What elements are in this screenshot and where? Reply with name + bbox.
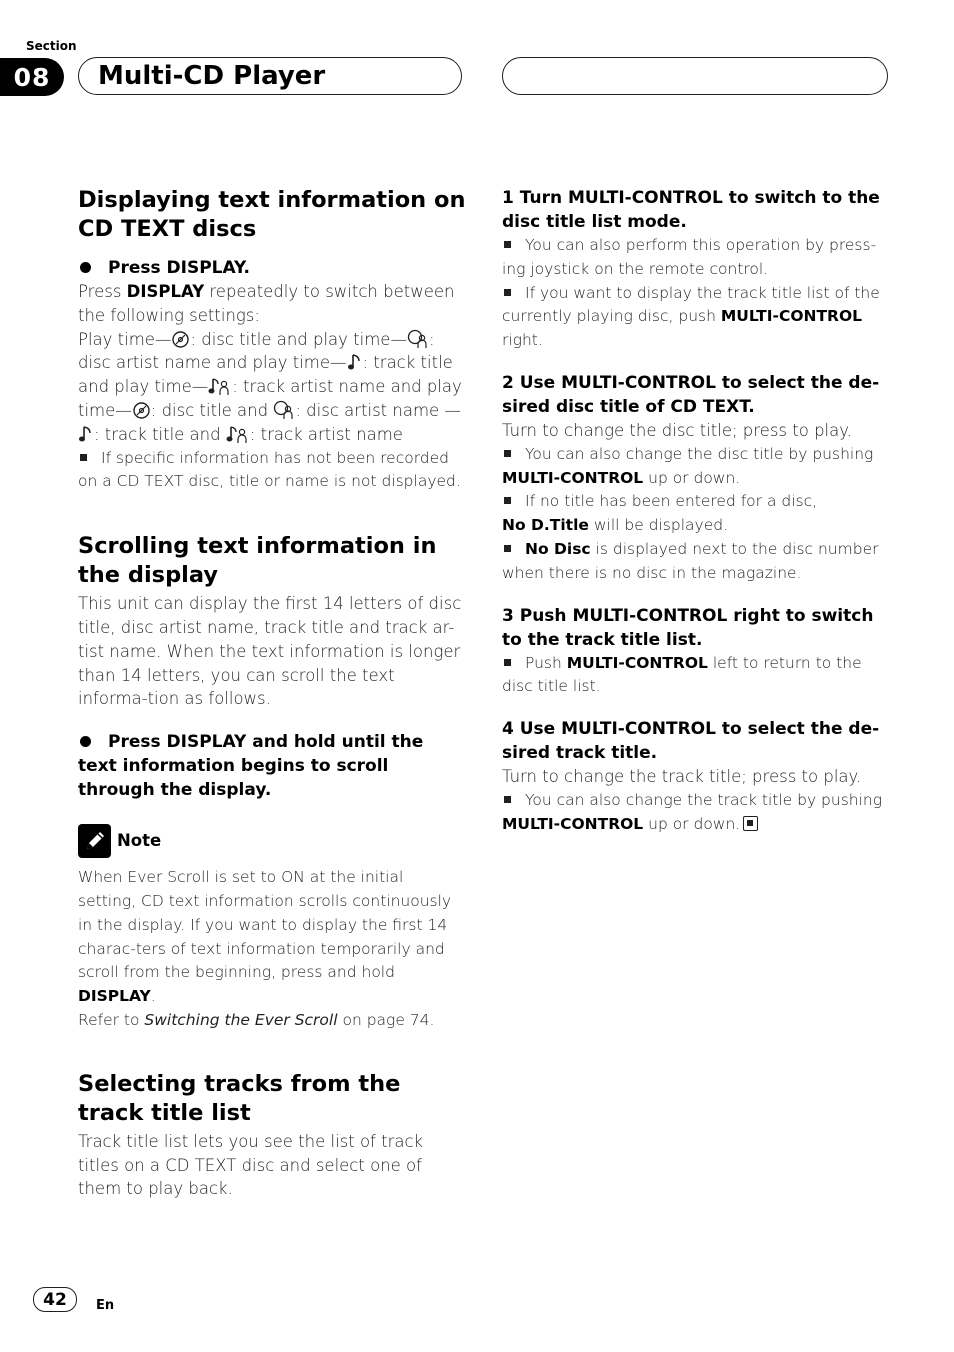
disc-artist-icon [407, 329, 429, 349]
right-column [502, 186, 892, 837]
step-4-paragraph: Turn to change the track title; press to play. [502, 767, 862, 787]
track-title-icon [78, 424, 94, 444]
square-bullet-icon [504, 450, 511, 457]
step-4-bullet-1: You can also change the track title by pushing MULTI-CONTROL up or down. [502, 790, 883, 833]
step-1-bullet-2: If you want to display the track title list of the currently playing disc, push MULTI-CONTROL right. [502, 283, 880, 350]
step-2-bullet-1: You can also change the disc title by pushing MULTI-CONTROL up or down. [502, 444, 874, 487]
step-1-bullet-1: You can also perform this operation by press-ing joystick on the remote control. [502, 236, 877, 278]
heading-scrolling-text: Scrolling text information in the display [78, 533, 437, 589]
title-frame-right [502, 57, 888, 95]
square-bullet-icon [504, 545, 511, 552]
section-label: Section [26, 39, 77, 53]
heading-displaying-text: Displaying text information on CD TEXT discs [78, 187, 466, 242]
display-paragraph: Press DISPLAY repeatedly to switch between the following settings: [78, 282, 455, 325]
disc-artist-icon [273, 400, 295, 420]
display-modes: Play time— : disc title and play time— : disc artist name and play time— : track title and play time— : track artist name and play time— : disc title and : disc artist name —: track title and : track artist name [78, 329, 462, 444]
end-mark-icon [743, 816, 758, 831]
disc-title-icon [171, 330, 190, 349]
language-label: En [96, 1298, 115, 1313]
note-pencil-icon [78, 824, 111, 858]
page-number: 42 [33, 1287, 77, 1312]
note-label: Note [117, 831, 162, 851]
square-bullet-icon [80, 454, 87, 461]
bullet-dot-icon [80, 262, 91, 273]
square-bullet-icon [504, 289, 511, 296]
track-artist-icon [208, 376, 232, 396]
step-2-bullet-2: If no title has been entered for a disc, No D.Title will be displayed. [502, 492, 818, 535]
note-paragraph: When Ever Scroll is set to ON at the initial setting, CD text information scrolls continuously in the display. If you want to display the first 14 charac-ters of text information temporarily and scroll from the beginning, press and hold DISPLAY. Refer to Switching the Ever Scroll on page 74. [78, 868, 452, 1029]
step-3-heading: 3 Push MULTI-CONTROL right to switch to the track title list. [502, 605, 874, 650]
page-title: Multi-CD Player [98, 61, 326, 91]
square-bullet-icon [504, 497, 511, 504]
instruction-press-display: Press DISPLAY. [78, 256, 466, 280]
square-bullet-icon [504, 659, 511, 666]
step-2-paragraph: Turn to change the disc title; press to play. [502, 420, 852, 440]
bullet-dot-icon [80, 736, 91, 747]
track-title-icon [347, 352, 363, 372]
section-number-tab: 08 [0, 58, 64, 96]
track-artist-icon [226, 424, 250, 444]
square-bullet-icon [504, 796, 511, 803]
disc-title-icon [132, 401, 151, 420]
bullet-not-recorded: If specific information has not been recorded on a CD TEXT disc, title or name is not displayed. [78, 448, 461, 491]
heading-selecting-tracks: Selecting tracks from the track title list [78, 1070, 401, 1126]
step-4-heading: 4 Use MULTI-CONTROL to select the de-sired track title. [502, 719, 880, 764]
scrolling-paragraph: This unit can display the first 14 letters of disc title, disc artist name, track title and track ar-tist name. When the text information is longer than 14 letters, you can scroll the text informa-tion as follows. [78, 594, 462, 709]
step-1-heading: 1 Turn MULTI-CONTROL to switch to the disc title list mode. [502, 188, 880, 232]
selecting-paragraph: Track title list lets you see the list of track titles on a CD TEXT disc and select one of them to play back. [78, 1131, 424, 1199]
instruction-press-hold: Press DISPLAY and hold until the text information begins to scroll through the display. [78, 732, 424, 801]
step-2-heading: 2 Use MULTI-CONTROL to select the de-sired disc title of CD TEXT. [502, 372, 880, 417]
left-column [78, 186, 466, 1201]
step-3-bullet-1: Push MULTI-CONTROL left to return to the disc title list. [502, 653, 862, 696]
step-2-bullet-3: No Disc is displayed next to the disc number when there is no disc in the magazine. [502, 539, 879, 582]
note-header [78, 824, 466, 858]
square-bullet-icon [504, 241, 511, 248]
